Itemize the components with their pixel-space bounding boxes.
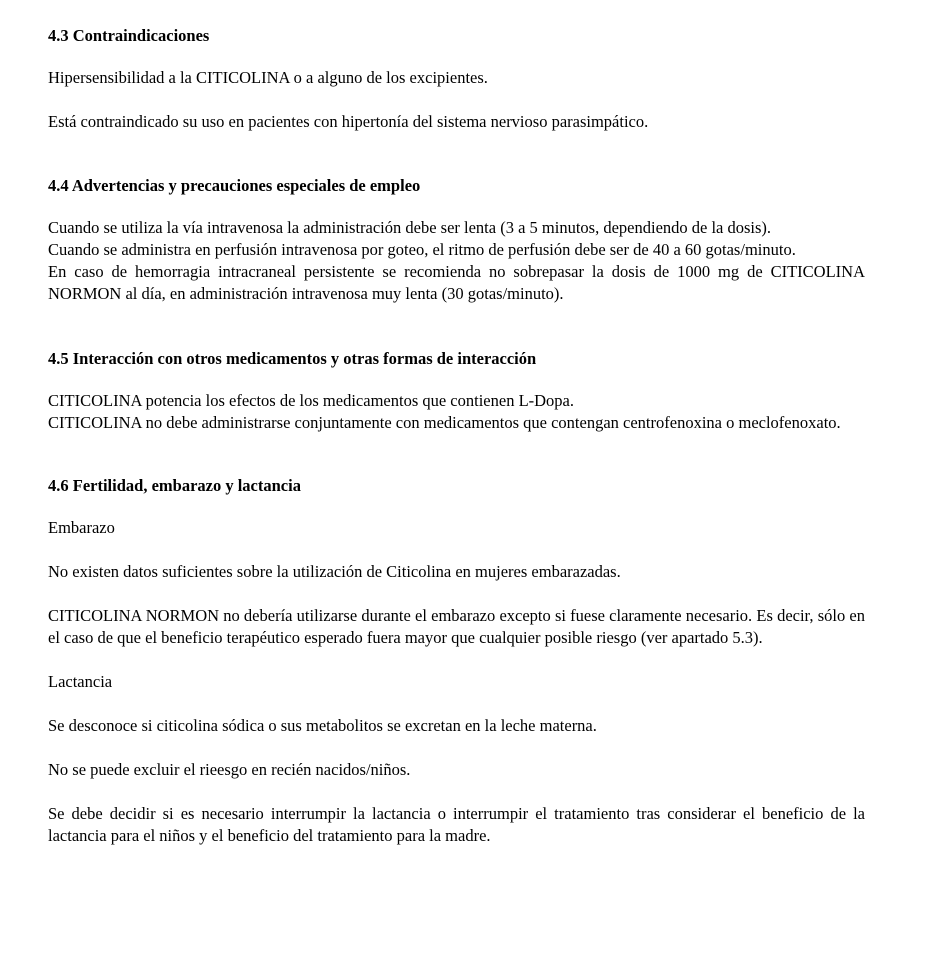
paragraph: Cuando se utiliza la vía intravenosa la administración debe ser lenta (3 a 5 minutos, dependiendo de la dosis).	[48, 218, 772, 237]
paragraph: Se debe decidir si es necesario interrumpir la lactancia o interrumpir el tratamiento tras considerar el beneficio de la lactancia para el niños y el beneficio del tratamiento para la madre.	[48, 804, 865, 845]
section-contraindicaciones	[48, 25, 865, 133]
paragraph: No existen datos suficientes sobre la utilización de Citicolina en mujeres embarazadas.	[48, 562, 621, 581]
subheading-lactancia: Lactancia	[48, 672, 113, 691]
section-heading: 4.5 Interacción con otros medicamentos y otras formas de interacción	[48, 349, 537, 368]
document-page	[48, 25, 865, 847]
section-advertencias	[48, 175, 865, 305]
paragraph: Está contraindicado su uso en pacientes con hipertonía del sistema nervioso parasimpático.	[48, 112, 649, 131]
subheading-embarazo: Embarazo	[48, 518, 115, 537]
paragraph: CITICOLINA potencia los efectos de los medicamentos que contienen L-Dopa.	[48, 391, 575, 410]
section-heading: 4.4 Advertencias y precauciones especiales de empleo	[48, 176, 421, 195]
section-heading: 4.3 Contraindicaciones	[48, 26, 210, 45]
paragraph: CITICOLINA NORMON no debería utilizarse durante el embarazo excepto si fuese claramente necesario. Es decir, sólo en el caso de que el beneficio terapéutico esperado fuera mayor que cualquier posible riesgo (ver apartado 5.3).	[48, 606, 865, 647]
paragraph: Cuando se administra en perfusión intravenosa por goteo, el ritmo de perfusión debe ser de 40 a 60 gotas/minuto.	[48, 240, 796, 259]
paragraph: En caso de hemorragia intracraneal persistente se recomienda no sobrepasar la dosis de 1000 mg de CITICOLINA NORMON al día, en administración intravenosa muy lenta (30 gotas/minuto).	[48, 262, 865, 303]
paragraph: Se desconoce si citicolina sódica o sus metabolitos se excretan en la leche materna.	[48, 716, 597, 735]
section-fertilidad	[48, 475, 865, 847]
paragraph: Hipersensibilidad a la CITICOLINA o a alguno de los excipientes.	[48, 68, 488, 87]
section-heading: 4.6 Fertilidad, embarazo y lactancia	[48, 476, 301, 495]
paragraph: CITICOLINA no debe administrarse conjuntamente con medicamentos que contengan centrofenoxina o meclofenoxato.	[48, 413, 841, 432]
section-interaccion	[48, 348, 865, 434]
paragraph: No se puede excluir el rieesgo en recién nacidos/niños.	[48, 760, 411, 779]
